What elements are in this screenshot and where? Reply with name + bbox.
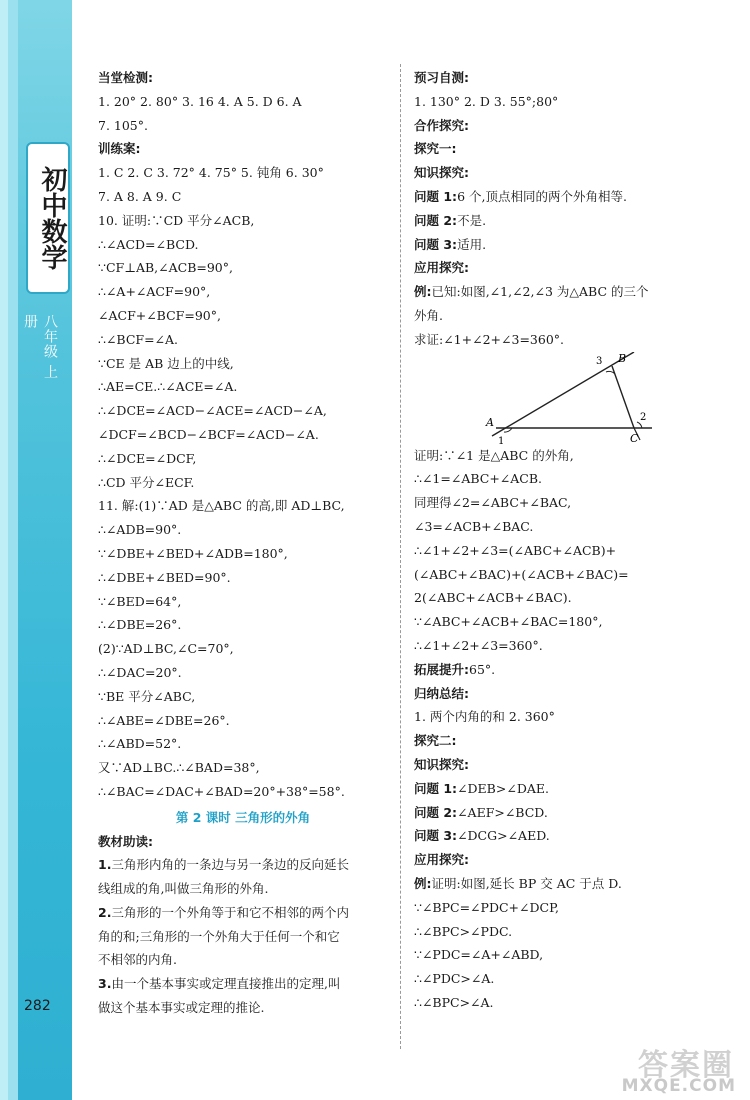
text-line: [414, 280, 719, 304]
line-text: ∴CD 平分∠ECF.: [98, 474, 195, 490]
text-line: [414, 209, 719, 233]
text-line: [414, 896, 719, 920]
column-divider: [400, 64, 401, 1049]
line-heading: 当堂检测:: [98, 70, 153, 85]
text-line: [414, 161, 719, 185]
text-line: [98, 328, 388, 352]
line-text: 不是.: [457, 212, 487, 228]
text-line: [98, 66, 388, 90]
text-line: [414, 515, 719, 539]
line-heading: 探究一:: [414, 141, 457, 157]
text-line: [414, 467, 719, 491]
line-text: 证明:∵∠1 是△ABC 的外角,: [414, 447, 574, 463]
line-text: 求证:∠1+∠2+∠3=360°.: [414, 331, 564, 347]
text-line: [414, 256, 719, 280]
line-heading: 合作探究:: [414, 117, 469, 133]
line-text: ∠DCG>∠AED.: [457, 828, 550, 844]
text-line: [414, 539, 719, 563]
line-text: ∵∠BED=64°,: [98, 593, 182, 609]
line-text: ∴∠BCF=∠A.: [98, 331, 179, 347]
line-text: ∴∠1+∠2+∠3=(∠ABC+∠ACB)+: [414, 542, 617, 558]
text-line: [98, 304, 388, 328]
line-text: 三角形的一个外角等于和它不相邻的两个内: [111, 904, 349, 920]
text-line: [414, 872, 719, 896]
line-text: ∵∠ABC+∠ACB+∠BAC=180°,: [414, 614, 603, 630]
text-line: [414, 66, 719, 90]
text-line: [98, 209, 388, 233]
line-text: ∵BE 平分∠ABC,: [98, 688, 196, 704]
text-line: [98, 114, 388, 138]
line-heading: 问题 2:: [414, 212, 458, 228]
line-text: 又∵AD⊥BC.∴∠BAD=38°,: [98, 760, 260, 776]
label-b: B: [618, 351, 627, 365]
line-text: 外角.: [414, 307, 443, 323]
triangle-figure: [414, 352, 719, 444]
line-text: (2)∵AD⊥BC,∠C=70°,: [98, 641, 234, 657]
text-line: [98, 233, 388, 257]
text-line: [98, 637, 388, 661]
site-watermark: [594, 1040, 744, 1096]
text-line: [414, 824, 719, 848]
text-line: [414, 304, 719, 328]
line-heading: 问题 3:: [414, 828, 458, 844]
label-c: C: [630, 431, 639, 444]
text-line: [414, 634, 719, 658]
side-bc: [612, 366, 634, 428]
text-line: [98, 830, 388, 854]
line-text: ∠AEF>∠BCD.: [457, 804, 548, 820]
text-line: [98, 518, 388, 542]
line-text: 1. 20° 2. 80° 3. 16 4. A 5. D 6. A: [98, 93, 302, 109]
line-text: ∴∠BAC=∠DAC+∠BAD=20°+38°=58°.: [98, 783, 345, 799]
line-text: 同理得∠2=∠ABC+∠BAC,: [414, 495, 572, 511]
text-line: [98, 901, 388, 925]
line-text: 1. C 2. C 3. 72° 4. 75° 5. 钝角 6. 30°: [98, 165, 324, 181]
text-line: [98, 756, 388, 780]
text-line: [98, 137, 388, 161]
line-text: ∴∠ABE=∠DBE=26°.: [98, 712, 230, 728]
text-line: [414, 682, 719, 706]
label-a: A: [486, 415, 494, 429]
text-line: [98, 494, 388, 518]
line-heading: 知识探究:: [414, 165, 469, 181]
line-text: ∠3=∠ACB+∠BAC.: [414, 518, 534, 534]
left-answer-lines: [98, 66, 388, 804]
line-heading: 应用探究:: [414, 260, 469, 276]
watermark-logo: 答案圈: [638, 1048, 734, 1083]
text-line: [414, 328, 719, 352]
text-line: [414, 729, 719, 753]
label-angle-3: 3: [596, 355, 603, 367]
text-line: [98, 590, 388, 614]
line-text: ∵∠DBE+∠BED+∠ADB=180°,: [98, 545, 288, 561]
line-heading: 例:: [414, 284, 432, 300]
text-line: [98, 375, 388, 399]
text-line: [98, 471, 388, 495]
text-line: [414, 90, 719, 114]
line-text: ∴∠BPC>∠A.: [414, 994, 494, 1010]
text-line: [98, 399, 388, 423]
text-line: [414, 444, 719, 468]
text-line: [414, 114, 719, 138]
line-text: ∴∠DCE=∠ACD−∠ACE=∠ACD−∠A,: [98, 403, 327, 419]
line-text: 证明:如图,延长 BP 交 AC 于点 D.: [431, 875, 622, 891]
extended-side-ab: [492, 352, 634, 436]
text-line: [98, 90, 388, 114]
line-text: 由一个基本事实或定理直接推出的定理,叫: [111, 976, 341, 992]
line-text: 已知:如图,∠1,∠2,∠3 为△ABC 的三个: [431, 284, 649, 300]
line-text: ∵CE 是 AB 边上的中线,: [98, 355, 234, 371]
line-text: 1. 130° 2. D 3. 55°;80°: [414, 93, 559, 109]
triangle-diagram: [484, 352, 654, 444]
line-text: (∠ABC+∠BAC)+(∠ACB+∠BAC)=: [414, 566, 629, 582]
sidebar: [0, 0, 72, 1100]
line-text: ∴∠DCE=∠DCF,: [98, 450, 197, 466]
text-line: [414, 753, 719, 777]
line-text: 适用.: [457, 236, 487, 252]
text-line: [98, 780, 388, 804]
text-line: [98, 685, 388, 709]
line-text: ∴AE=CE.∴∠ACE=∠A.: [98, 379, 238, 395]
left-textbook-lines: [98, 830, 388, 1020]
line-text: 7. A 8. A 9. C: [98, 188, 182, 204]
line-heading: 归纳总结:: [414, 685, 469, 701]
line-text: ∴∠ACD=∠BCD.: [98, 236, 199, 252]
text-line: [98, 972, 388, 996]
label-angle-2: 2: [640, 411, 647, 423]
sidebar-stripe-inner: [8, 0, 18, 1100]
line-heading: 预习自测:: [414, 70, 469, 85]
left-column: [98, 66, 388, 1020]
line-text: ∴∠1=∠ABC+∠ACB.: [414, 471, 543, 487]
line-heading: 问题 1:: [414, 188, 458, 204]
section-title: 第 2 课时 三角形的外角: [175, 809, 311, 825]
text-line: [414, 610, 719, 634]
text-line: [98, 661, 388, 685]
line-text: ∴∠DBE=26°.: [98, 617, 182, 633]
line-heading: 1.: [98, 857, 112, 873]
line-text: ∴∠PDC>∠A.: [414, 971, 495, 987]
line-text: ∵CF⊥AB,∠ACB=90°,: [98, 260, 233, 276]
text-line: [98, 948, 388, 972]
text-line: [414, 586, 719, 610]
line-text: ∴∠ADB=90°.: [98, 522, 182, 538]
line-text: ∵∠PDC=∠A+∠ABD,: [414, 947, 544, 963]
line-text: ∵∠BPC=∠PDC+∠DCP,: [414, 899, 559, 915]
line-text: ∠ACF+∠BCF=90°,: [98, 307, 221, 323]
text-line: [98, 566, 388, 590]
line-heading: 探究二:: [414, 733, 457, 749]
text-line: [414, 563, 719, 587]
text-line: [98, 280, 388, 304]
line-text: ∴∠1+∠2+∠3=360°.: [414, 637, 543, 653]
line-text: 线组成的角,叫做三角形的外角.: [98, 881, 269, 897]
line-heading: 教材助读:: [98, 833, 153, 849]
text-line: [98, 185, 388, 209]
text-line: [414, 801, 719, 825]
watermark-url: MXQE.COM: [621, 1076, 736, 1096]
line-heading: 问题 2:: [414, 804, 458, 820]
line-text: 角的和;三角形的一个外角大于任何一个和它: [98, 928, 340, 944]
text-line: [98, 423, 388, 447]
page-number: 282: [24, 998, 51, 1014]
text-line: [98, 352, 388, 376]
line-text: 6 个,顶点相同的两个外角相等.: [457, 188, 627, 204]
text-line: [98, 877, 388, 901]
text-line: [414, 991, 719, 1015]
text-line: [414, 658, 719, 682]
line-text: 三角形内角的一条边与另一条边的反向延长: [111, 857, 349, 873]
line-text: ∠DEB>∠DAE.: [457, 780, 549, 796]
text-line: [98, 161, 388, 185]
right-answer-lines-top: [414, 66, 719, 352]
text-line: [98, 447, 388, 471]
text-line: [414, 185, 719, 209]
right-answer-lines-bottom: [414, 444, 719, 1015]
subject-title-box: [26, 142, 70, 294]
line-heading: 训练案:: [98, 141, 141, 157]
sidebar-stripe: [0, 0, 8, 1100]
line-text: ∴∠DAC=20°.: [98, 664, 182, 680]
right-column: [414, 66, 719, 1015]
line-text: 65°.: [469, 661, 496, 677]
text-line: [414, 777, 719, 801]
text-line: [414, 705, 719, 729]
line-text: 7. 105°.: [98, 117, 148, 133]
line-heading: 3.: [98, 976, 112, 992]
text-line: [414, 233, 719, 257]
text-line: [98, 256, 388, 280]
line-heading: 2.: [98, 904, 112, 920]
text-line: [414, 967, 719, 991]
line-text: ∴∠A+∠ACF=90°,: [98, 284, 211, 300]
text-line: [98, 925, 388, 949]
text-line: [414, 137, 719, 161]
line-heading: 问题 3:: [414, 236, 458, 252]
text-line: [98, 732, 388, 756]
line-text: ∴∠ABD=52°.: [98, 736, 182, 752]
text-line: [98, 996, 388, 1020]
label-angle-1: 1: [498, 435, 505, 444]
text-line: [414, 848, 719, 872]
line-text: 做这个基本事实或定理的推论.: [98, 1000, 265, 1016]
text-line: [98, 853, 388, 877]
text-line: [414, 491, 719, 515]
line-heading: 应用探究:: [414, 852, 469, 868]
line-text: 11. 解:(1)∵AD 是△ABC 的高,即 AD⊥BC,: [98, 498, 345, 514]
subject-title: 初中数学: [37, 166, 67, 270]
line-heading: 例:: [414, 875, 432, 891]
line-heading: 拓展提升:: [414, 661, 469, 677]
text-line: [414, 943, 719, 967]
line-heading: 知识探究:: [414, 756, 469, 772]
line-text: 1. 两个内角的和 2. 360°: [414, 709, 555, 725]
grade-label: 八年级 上册: [22, 314, 58, 380]
text-line: [98, 613, 388, 637]
text-line: [98, 542, 388, 566]
line-heading: 问题 1:: [414, 780, 458, 796]
line-text: ∴∠BPC>∠PDC.: [414, 923, 513, 939]
line-text: 2(∠ABC+∠ACB+∠BAC).: [414, 590, 572, 606]
line-text: ∴∠DBE+∠BED=90°.: [98, 569, 231, 585]
line-text: 不相邻的内角.: [98, 952, 177, 968]
text-line: [414, 920, 719, 944]
text-line: [98, 709, 388, 733]
line-text: ∠DCF=∠BCD−∠BCF=∠ACD−∠A.: [98, 426, 319, 442]
line-text: 10. 证明:∵CD 平分∠ACB,: [98, 212, 255, 228]
